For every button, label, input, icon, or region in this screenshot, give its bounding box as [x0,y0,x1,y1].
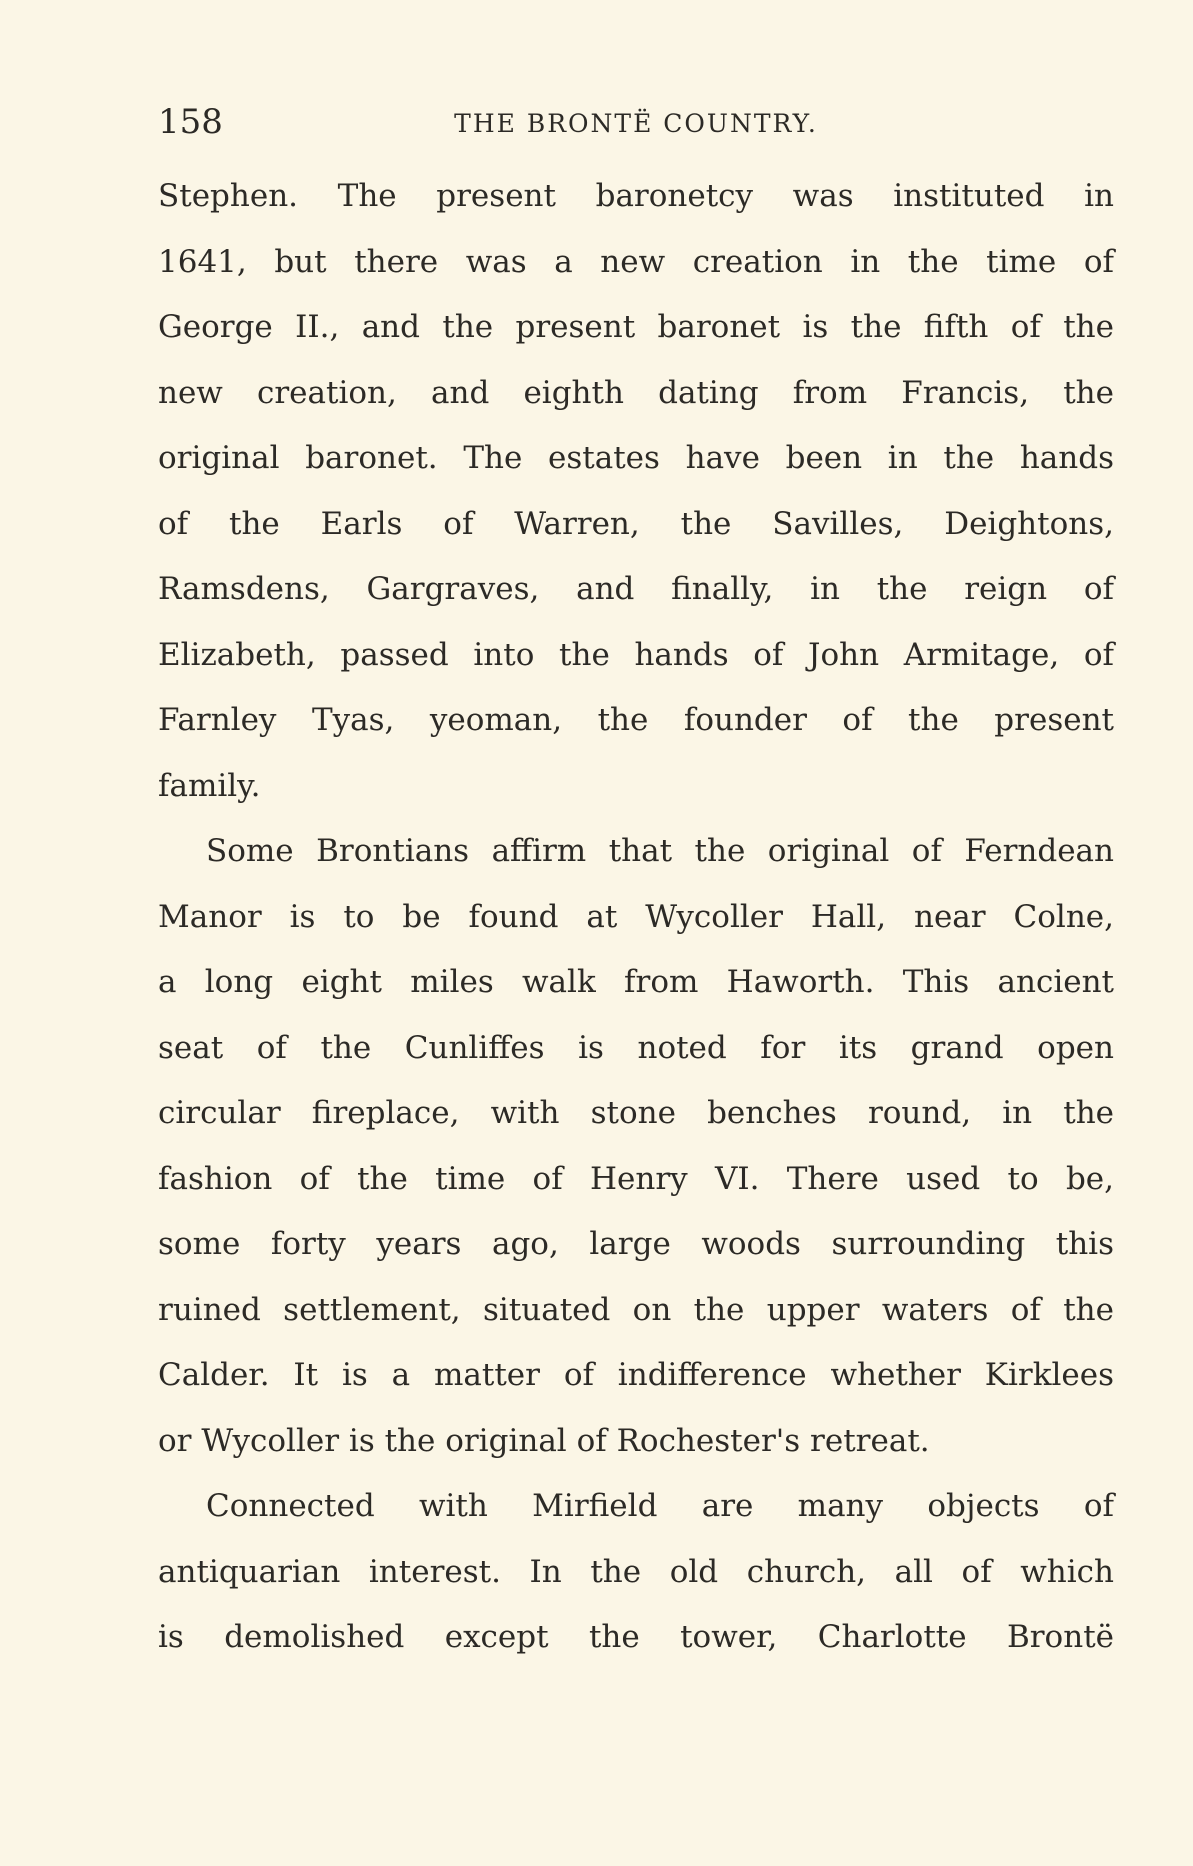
text-line: Ramsdens, Gargraves, and finally, in the reign of [158,571,1114,607]
text-line: 1641, but there was a new creation in the time of [158,243,1114,280]
body-text [158,174,1114,1681]
text-line: Stephen. The present baronetcy was instituted in [158,178,1114,214]
paragraph-start-line: Some Brontians affirm that the original of Ferndean [206,833,1114,869]
running-title: THE BRONTË COUNTRY. [454,109,818,138]
running-head [158,102,1114,142]
text-line: Manor is to be found at Wycoller Hall, near Colne, [158,898,1114,935]
paragraph-end-line: family. [158,767,261,804]
text-line: circular fireplace, with stone benches round, in the [158,1095,1114,1131]
page-number: 158 [158,102,223,142]
text-line: ruined settlement, situated on the upper waters of the [158,1291,1114,1328]
paragraph-start-line: Connected with Mirfield are many objects of [206,1488,1114,1524]
text-line: a long eight miles walk from Haworth. This ancient [158,964,1114,1000]
text-line: of the Earls of Warren, the Savilles, Deightons, [158,505,1114,542]
paragraph-end-line: or Wycoller is the original of Rochester's retreat. [158,1422,930,1459]
text-line: George II., and the present baronet is the fifth of the [158,309,1114,345]
text-line: is demolished except the tower, Charlotte Brontë [158,1619,1114,1655]
text-line: fashion of the time of Henry VI. There used to be, [158,1160,1114,1197]
text-line: seat of the Cunliffes is noted for its grand open [158,1029,1114,1066]
text-line: some forty years ago, large woods surrounding this [158,1226,1114,1262]
text-line: original baronet. The estates have been in the hands [158,440,1114,476]
text-line: antiquarian interest. In the old church, all of which [158,1553,1114,1590]
text-line: Calder. It is a matter of indifference whether Kirklees [158,1357,1114,1393]
text-line: new creation, and eighth dating from Francis, the [158,374,1114,411]
text-line: Elizabeth, passed into the hands of John Armitage, of [158,636,1114,673]
text-line: Farnley Tyas, yeoman, the founder of the present [158,702,1114,738]
